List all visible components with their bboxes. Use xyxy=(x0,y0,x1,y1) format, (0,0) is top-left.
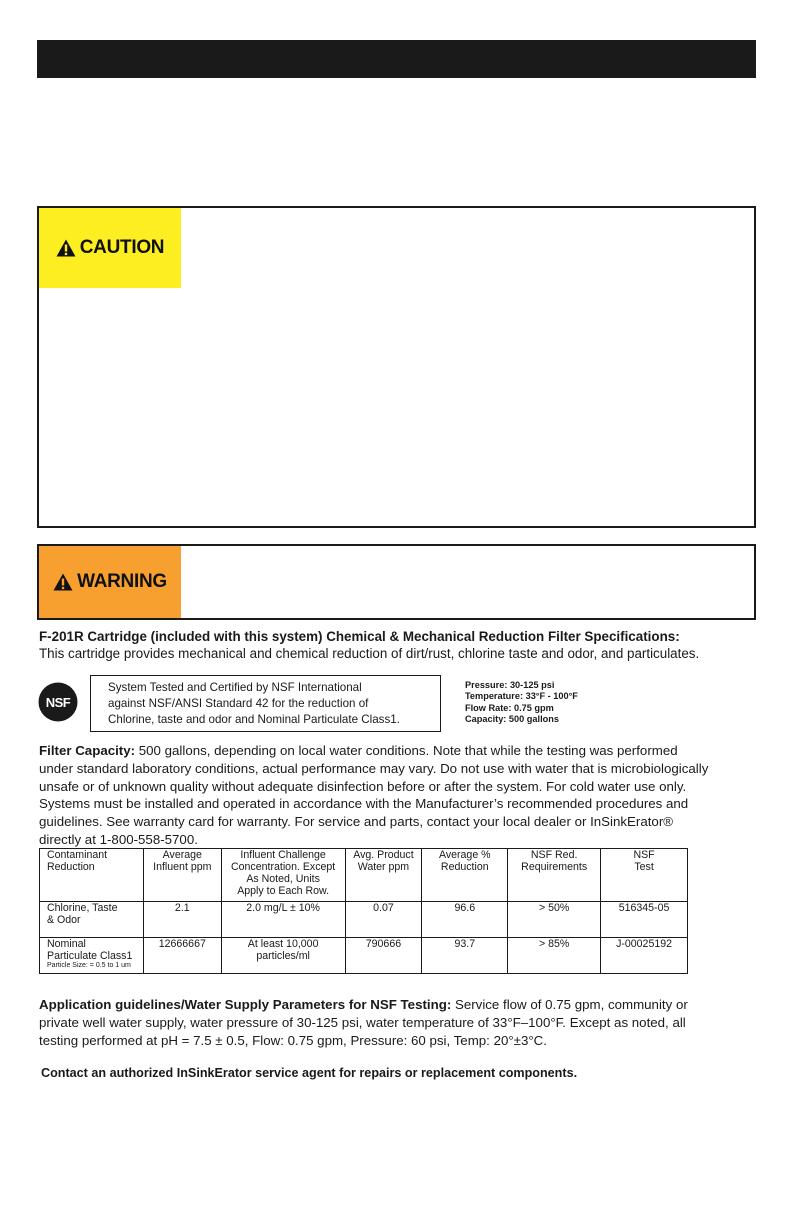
header-cell: NSF Red. Requirements xyxy=(508,849,601,902)
header-cell: Avg. Product Water ppm xyxy=(345,849,422,902)
application-text: testing performed at pH = 7.5 ± 0.5, Flow: 0.75 gpm, Pressure: 60 psi, Temp: 20°±3°C. xyxy=(39,1032,547,1048)
capacity-text: 500 gallons, depending on local water conditions. Note that while the testing was performed xyxy=(135,743,678,758)
caution-panel xyxy=(37,206,756,528)
table-cell: > 85% xyxy=(508,938,601,974)
warning-triangle-icon xyxy=(56,239,76,257)
nsf-certification-box xyxy=(90,675,441,732)
particle-size-note: Particle Size: = 0.5 to 1 um xyxy=(47,962,131,969)
param-capacity: Capacity: 500 gallons xyxy=(465,713,559,724)
application-text: Service flow of 0.75 gpm, community or xyxy=(451,997,688,1012)
table-cell: J-00025192 xyxy=(601,938,688,974)
table-row xyxy=(40,902,688,938)
capacity-text: directly at 1-800-558-5700. xyxy=(39,831,198,847)
header-cell: NSF Test xyxy=(601,849,688,902)
nsf-cert-line: Chlorine, taste and odor and Nominal Particulate Class1. xyxy=(108,713,400,726)
table-cell: 93.7 xyxy=(422,938,508,974)
table-header-row xyxy=(40,849,688,902)
table-cell: 12666667 xyxy=(143,938,221,974)
application-text: private well water supply, water pressure of 30-125 psi, water temperature of 33°F–100°F. Except as noted, all xyxy=(39,1014,686,1030)
header-cell: Average % Reduction xyxy=(422,849,508,902)
header-cell: Contaminant Reduction xyxy=(40,849,144,902)
header-bar xyxy=(37,40,756,78)
header-cell: Influent Challenge Concentration. Except As Noted, Units Apply to Each Row. xyxy=(221,849,345,902)
nsf-cert-line: System Tested and Certified by NSF International xyxy=(108,681,362,694)
operating-parameters xyxy=(465,680,578,725)
spec-title: F-201R Cartridge (included with this system) Chemical & Mechanical Reduction Filter Specifications: xyxy=(39,629,680,644)
application-guidelines-paragraph xyxy=(39,996,759,1049)
warning-text: WARNING xyxy=(77,571,167,592)
table-row xyxy=(40,938,688,974)
spec-description: This cartridge provides mechanical and chemical reduction of dirt/rust, chlorine taste and odor, and particulates. xyxy=(39,646,700,661)
caution-text: CAUTION xyxy=(79,237,165,258)
caution-signal-word xyxy=(39,208,181,288)
table-cell: Chlorine, Taste & Odor xyxy=(40,902,144,938)
table-cell: Nominal Particulate Class1 Particle Size: = 0.5 to 1 um xyxy=(40,938,144,974)
capacity-text: guidelines. See warranty card for warranty. For service and parts, contact your local dealer or InSinkErator® xyxy=(39,814,674,830)
header-cell: Average Influent ppm xyxy=(143,849,221,902)
application-label: Application guidelines/Water Supply Parameters for NSF Testing: xyxy=(39,997,452,1012)
param-temperature: Temperature: 33°F - 100°F xyxy=(465,691,578,702)
capacity-text: Systems must be installed and operated in accordance with the Manufacturer’s recommended procedures and xyxy=(39,796,689,812)
performance-data-table xyxy=(39,848,688,974)
table-cell: > 50% xyxy=(508,902,601,938)
table-cell: At least 10,000 particles/ml xyxy=(221,938,345,974)
service-contact-note: Contact an authorized InSinkErator service agent for repairs or replacement components. xyxy=(41,1066,578,1080)
svg-text:NSF: NSF xyxy=(45,695,71,710)
capacity-text: unsafe or of unknown quality without adequate disinfection before or after the system. For cold water use only. xyxy=(39,778,687,794)
table-cell: 96.6 xyxy=(422,902,508,938)
table-cell: 2.1 xyxy=(143,902,221,938)
table-cell: 2.0 mg/L ± 10% xyxy=(221,902,345,938)
table-cell: 0.07 xyxy=(345,902,422,938)
nsf-cert-line: against NSF/ANSI Standard 42 for the reduction of xyxy=(108,697,369,710)
warning-panel xyxy=(37,544,756,620)
warning-signal-word xyxy=(39,546,181,618)
nsf-logo xyxy=(38,682,78,722)
param-pressure: Pressure: 30-125 psi xyxy=(465,680,555,690)
capacity-text: under standard laboratory conditions, actual performance may vary. Do not use with water that is microbiologically xyxy=(39,760,709,776)
filter-capacity-paragraph xyxy=(39,742,759,849)
table-cell: 516345-05 xyxy=(601,902,688,938)
capacity-label: Filter Capacity: xyxy=(39,743,136,758)
param-flow-rate: Flow Rate: 0.75 gpm xyxy=(465,702,554,713)
table-cell: 790666 xyxy=(345,938,422,974)
warning-triangle-icon xyxy=(53,573,73,591)
